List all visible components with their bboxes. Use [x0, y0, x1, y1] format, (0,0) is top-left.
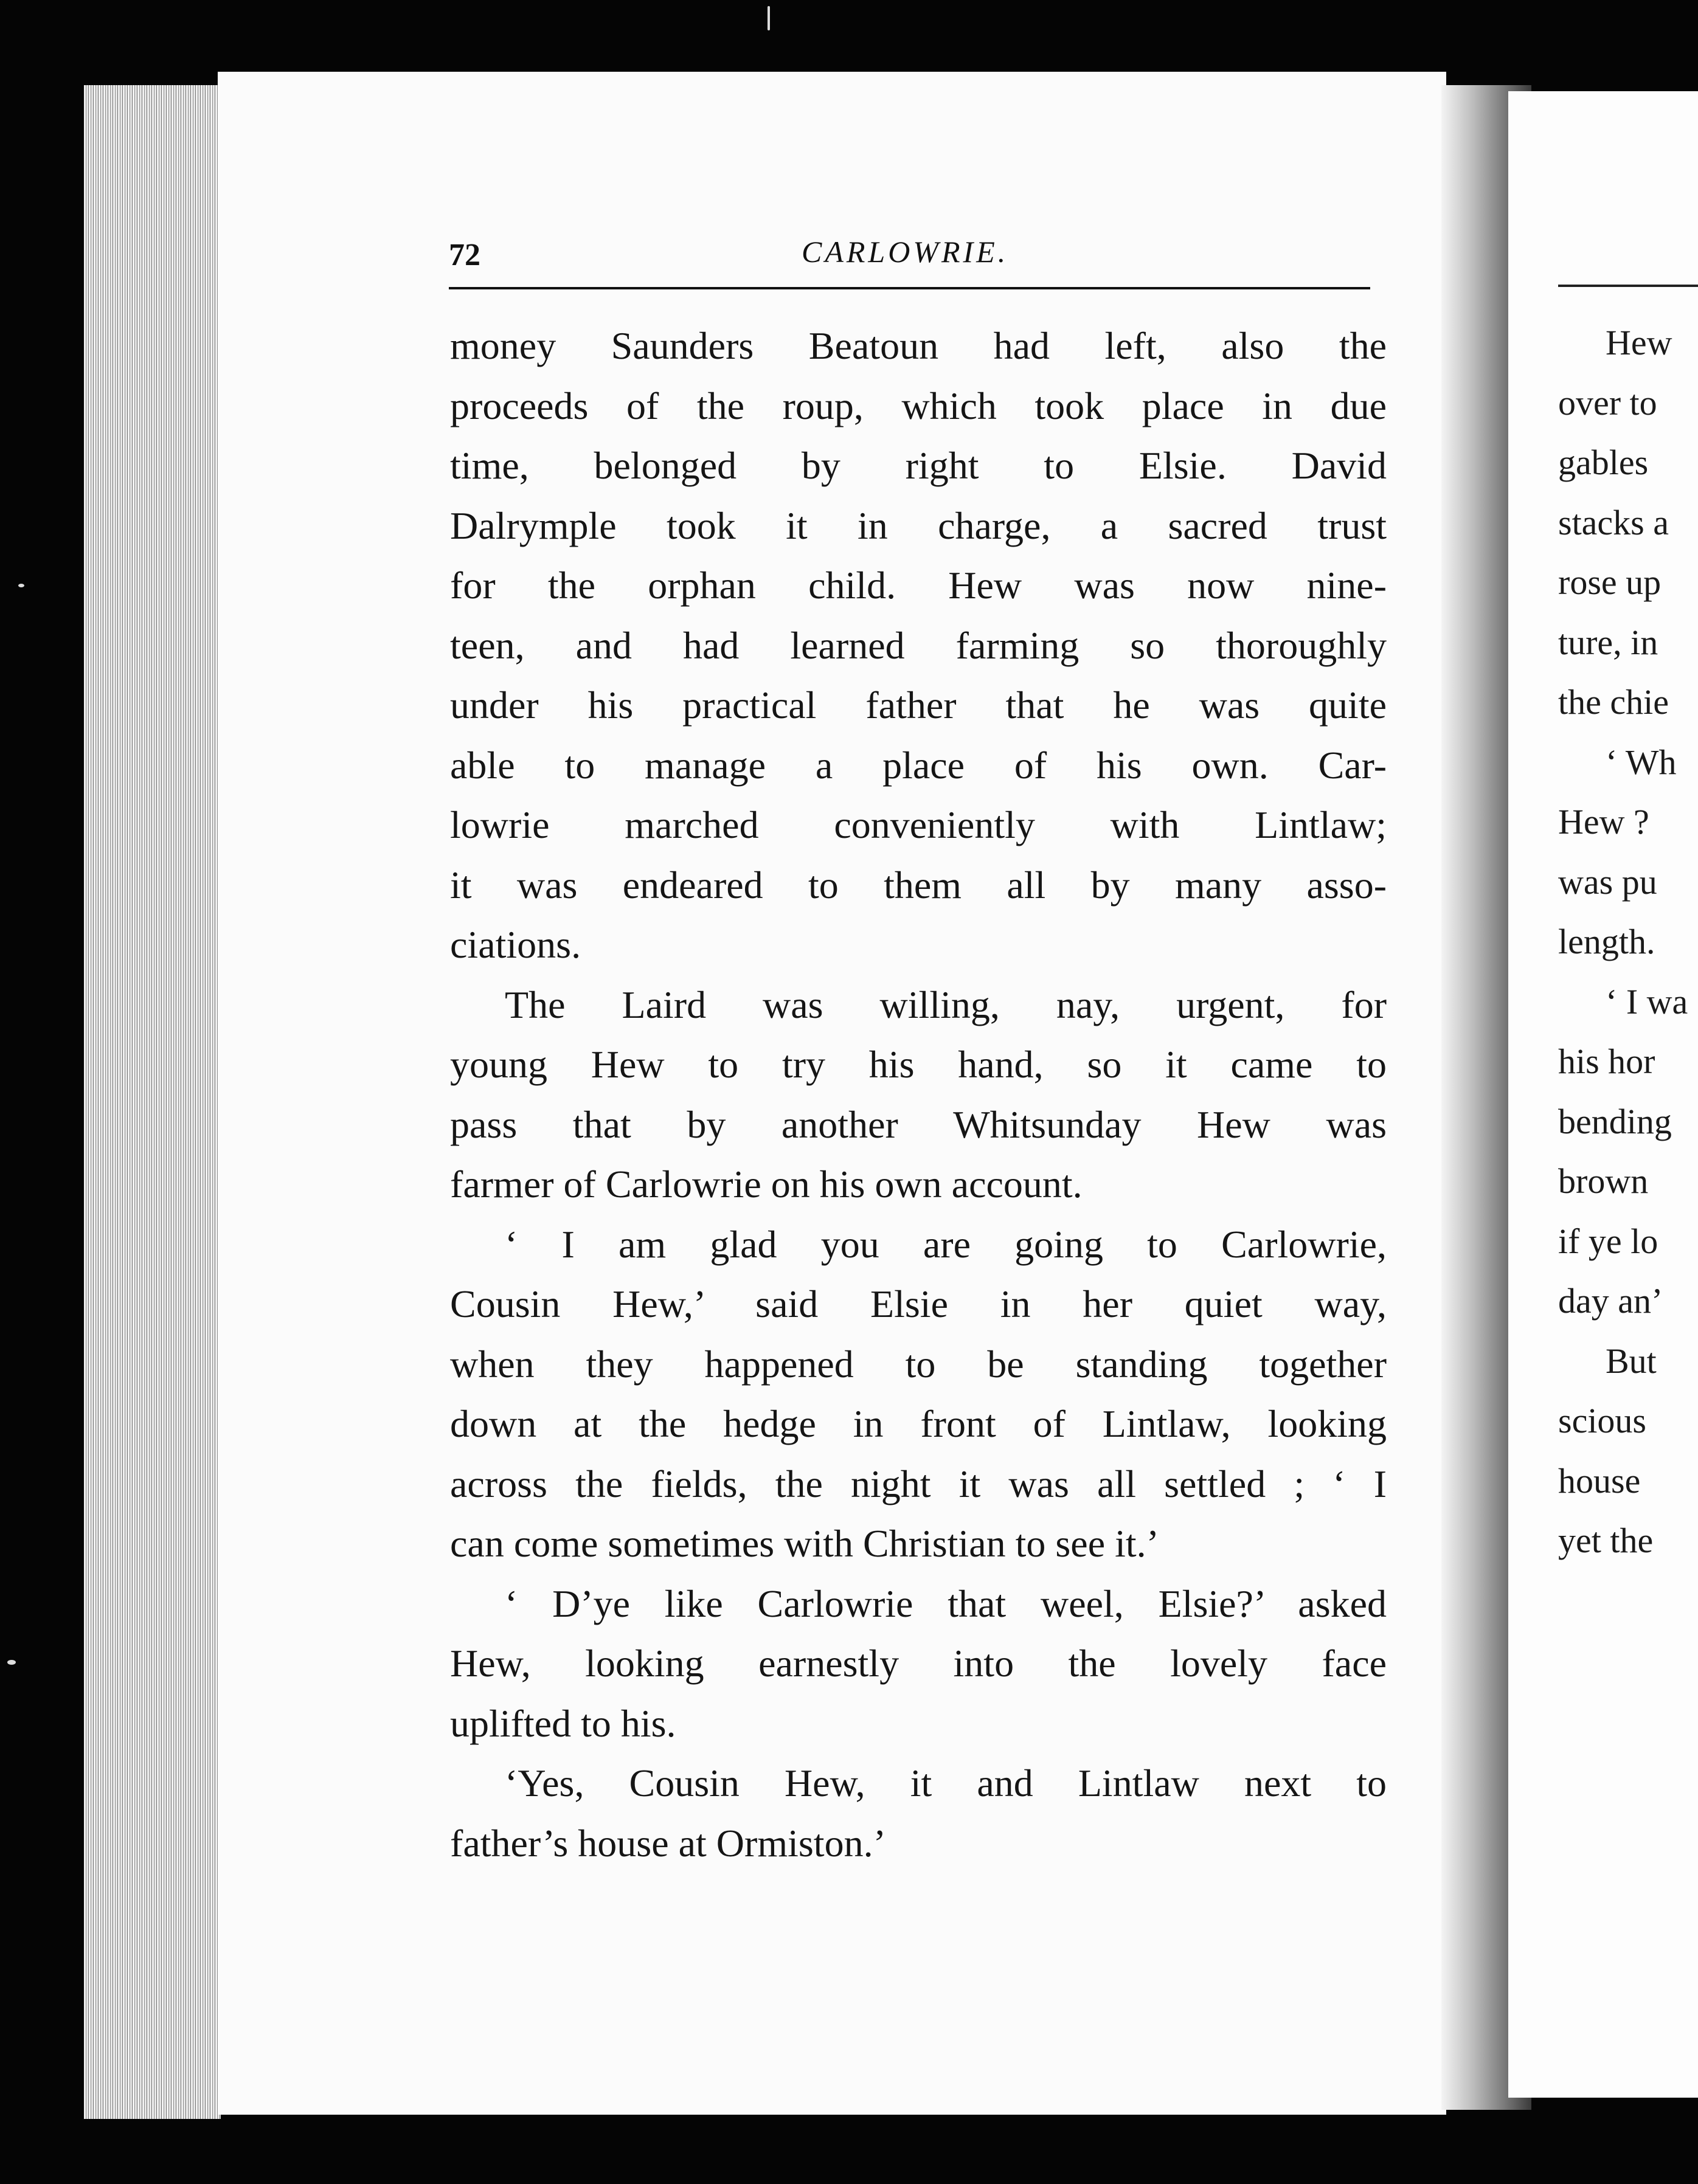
facing-text-line: his hor	[1558, 1042, 1655, 1081]
text-line: pass that by another Whitsunday Hew was	[450, 1102, 1387, 1146]
text-line: proceeds of the roup, which took place in due	[450, 384, 1387, 427]
text-line: it was endeared to them all by many asso-	[450, 863, 1387, 907]
text-line: time, belonged by right to Elsie. David	[450, 444, 1387, 487]
page-number: 72	[449, 238, 480, 272]
facing-text-line: scious	[1558, 1401, 1646, 1440]
text-line: uplifted to his.	[450, 1701, 676, 1745]
text-line: Cousin Hew,’ said Elsie in her quiet way,	[450, 1282, 1387, 1325]
text-line: ‘Yes, Cousin Hew, it and Lintlaw next to	[505, 1761, 1387, 1805]
text-line: for the orphan child. Hew was now nine-	[450, 564, 1387, 607]
facing-text-line: day an’	[1558, 1281, 1663, 1321]
text-line: father’s house at Ormiston.’	[450, 1821, 886, 1865]
text-line: ciations.	[450, 923, 581, 966]
scan-speck	[7, 1660, 16, 1665]
facing-text-line: if ye lo	[1558, 1221, 1658, 1261]
facing-text-line: bending	[1558, 1101, 1672, 1141]
text-line: under his practical father that he was quite	[450, 683, 1387, 727]
text-line: able to manage a place of his own. Car-	[450, 743, 1387, 787]
page-edges	[84, 85, 221, 2119]
facing-text-line: ‘ I wa	[1606, 981, 1688, 1021]
facing-text-line: ture, in	[1558, 622, 1658, 662]
facing-page-header-rule	[1558, 285, 1698, 287]
text-line: money Saunders Beatoun had left, also the	[450, 324, 1387, 367]
text-line: can come sometimes with Christian to see it.’	[450, 1522, 1159, 1565]
header-rule	[449, 287, 1370, 289]
text-line: down at the hedge in front of Lintlaw, looking	[450, 1402, 1387, 1445]
facing-text-line: But	[1606, 1341, 1657, 1381]
running-head	[449, 231, 1373, 286]
facing-text-line: rose up	[1558, 562, 1662, 602]
facing-text-line: was pu	[1558, 862, 1657, 902]
facing-page-text	[1558, 313, 1698, 1571]
text-line: young Hew to try his hand, so it came to	[450, 1043, 1387, 1086]
facing-text-line: brown	[1558, 1161, 1649, 1201]
text-line: when they happened to be standing together	[450, 1342, 1387, 1386]
facing-text-line: ‘ Wh	[1606, 742, 1677, 782]
text-line: teen, and had learned farming so thoroughly	[450, 623, 1387, 667]
facing-text-line: Hew	[1606, 323, 1672, 362]
facing-text-line: the chie	[1558, 682, 1669, 722]
text-line: The Laird was willing, nay, urgent, for	[505, 983, 1387, 1026]
facing-text-line: over to	[1558, 382, 1657, 423]
text-line: lowrie marched conveniently with Lintlaw;	[450, 803, 1387, 846]
facing-text-line: Hew ?	[1558, 802, 1649, 841]
text-line: across the fields, the night it was all settled ; ‘ I	[450, 1462, 1387, 1505]
scan-speck	[18, 584, 24, 587]
text-line: ‘ I am glad you are going to Carlowrie,	[505, 1222, 1387, 1266]
facing-text-line: stacks a	[1558, 502, 1669, 542]
running-title: CARLOWRIE.	[802, 235, 1009, 269]
facing-text-line: house	[1558, 1460, 1641, 1501]
text-line: farmer of Carlowrie on his own account.	[450, 1163, 1083, 1206]
text-line: ‘ D’ye like Carlowrie that weel, Elsie?’ asked	[505, 1581, 1387, 1625]
text-line: Dalrymple took it in charge, a sacred trust	[450, 503, 1387, 547]
facing-text-line: length.	[1558, 922, 1655, 961]
scan-speck	[768, 6, 770, 30]
facing-text-line: gables	[1558, 443, 1649, 482]
facing-text-line: yet the	[1558, 1521, 1654, 1560]
text-line: Hew, looking earnestly into the lovely face	[450, 1642, 1387, 1685]
page-body-text	[450, 316, 1387, 1873]
